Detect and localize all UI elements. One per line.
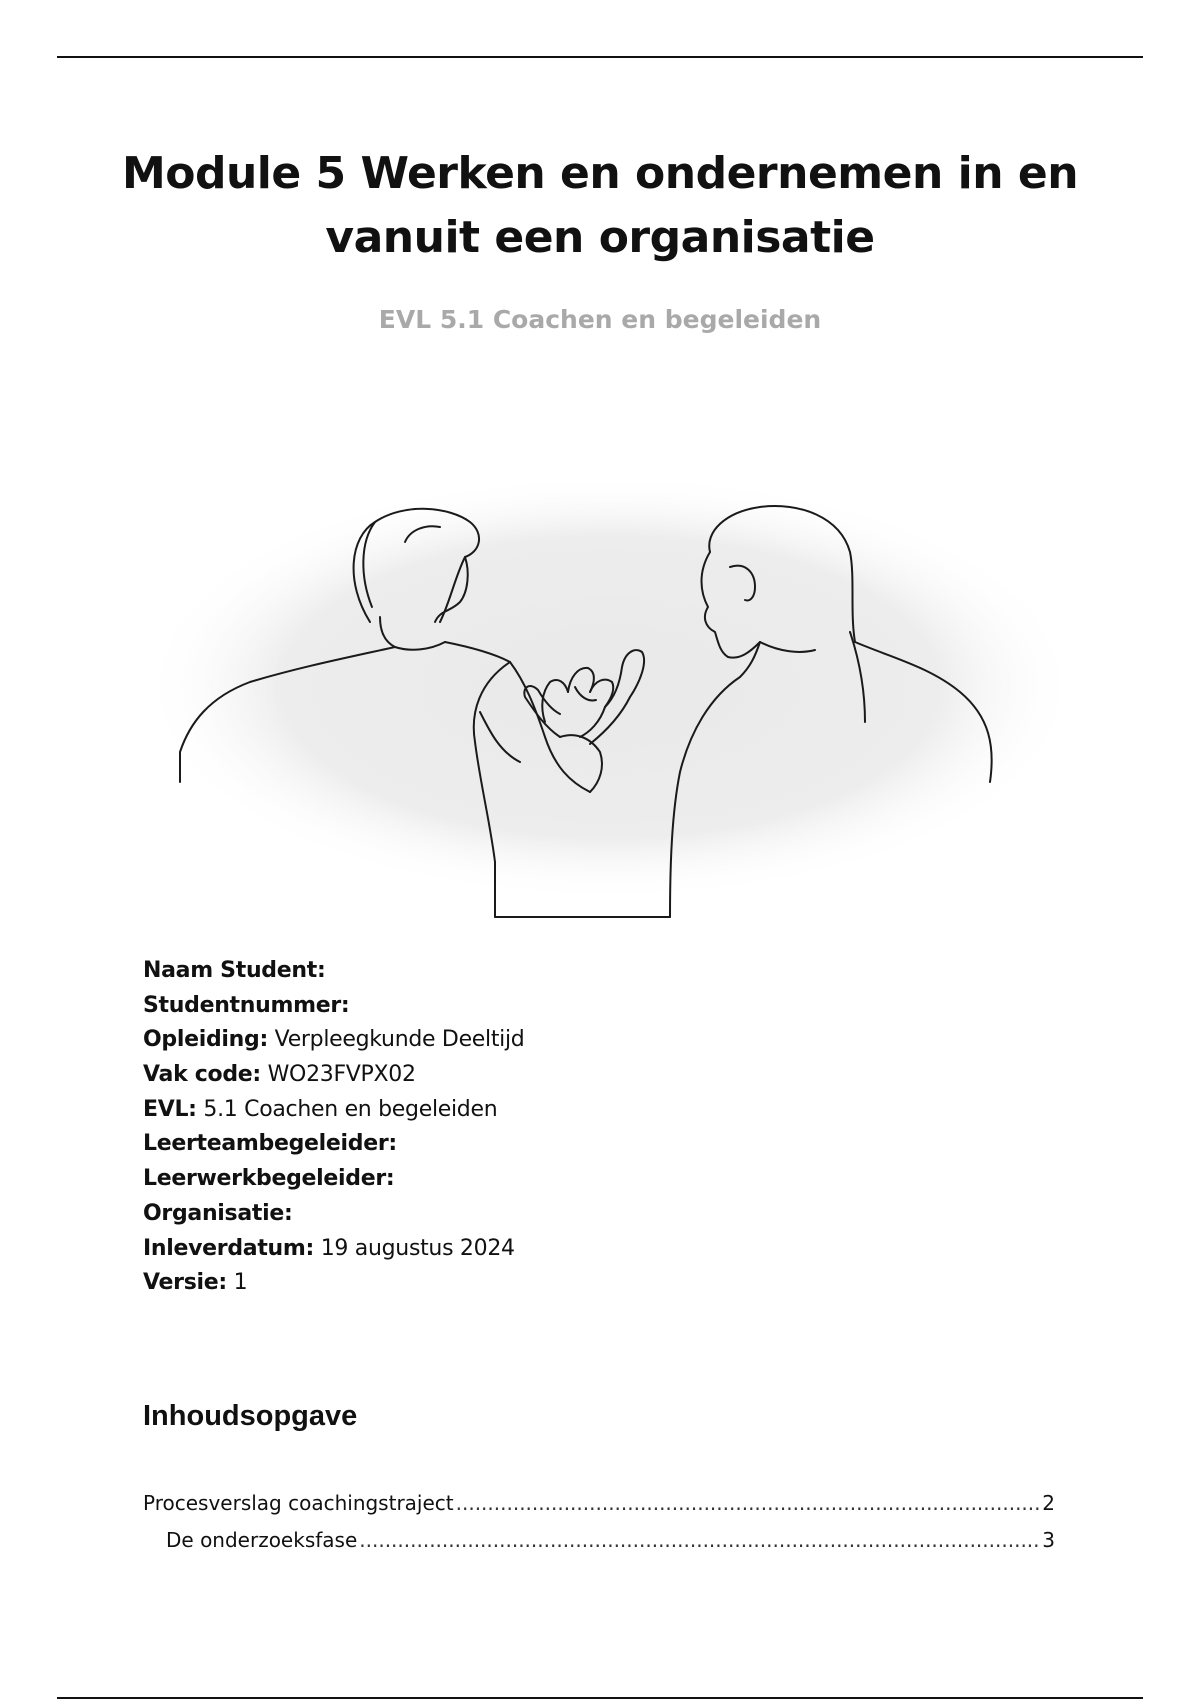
info-label: Versie: xyxy=(143,1270,227,1296)
toc-entry-procesverslag[interactable] xyxy=(143,1490,1055,1516)
info-row-evl xyxy=(143,1093,943,1128)
info-label: Inleverdatum: xyxy=(143,1235,315,1261)
toc-page-number: 2 xyxy=(1042,1491,1055,1515)
toc-leader-dots xyxy=(359,1527,1040,1553)
info-row-versie xyxy=(143,1266,943,1301)
info-row-vak-code xyxy=(143,1058,943,1093)
info-row-inleverdatum xyxy=(143,1232,943,1267)
toc-entry-text[interactable]: De onderzoeksfase xyxy=(166,1528,358,1552)
info-label: Studentnummer: xyxy=(143,992,350,1018)
toc-leader-dots xyxy=(456,1490,1041,1516)
info-label: Organisatie: xyxy=(143,1200,293,1226)
document-title: Module 5 Werken en ondernemen in en vanuit een organisatie xyxy=(121,148,1079,263)
toc-heading: Inhoudsopgave xyxy=(143,1400,358,1432)
info-label: Leerwerkbegeleider: xyxy=(143,1166,395,1192)
toc-entry-onderzoeksfase[interactable] xyxy=(143,1527,1055,1553)
info-value: 1 xyxy=(233,1270,248,1296)
header-rule xyxy=(57,56,1143,58)
info-row-naam-student xyxy=(143,954,943,989)
background-glow xyxy=(150,482,1070,902)
info-row-organisatie xyxy=(143,1197,943,1232)
info-label: EVL: xyxy=(143,1096,197,1122)
info-label: Naam Student: xyxy=(143,958,326,983)
info-value: 5.1 Coachen en begeleiden xyxy=(203,1096,498,1122)
info-label: Opleiding: xyxy=(143,1027,268,1053)
toc-page-number: 3 xyxy=(1042,1528,1055,1552)
info-value: WO23FVPX02 xyxy=(267,1062,416,1088)
info-row-opleiding xyxy=(143,1023,943,1058)
info-value: 19 augustus 2024 xyxy=(320,1235,515,1261)
toc-entry-text[interactable]: Procesverslag coachingstraject xyxy=(143,1491,454,1515)
info-row-leerwerkbegeleider xyxy=(143,1162,943,1197)
conversation-illustration xyxy=(150,482,1070,932)
info-label: Leerteambegeleider: xyxy=(143,1131,397,1157)
info-row-studentnummer xyxy=(143,989,943,1024)
document-subtitle: EVL 5.1 Coachen en begeleiden xyxy=(378,305,822,334)
info-value: Verpleegkunde Deeltijd xyxy=(274,1027,525,1053)
footer-rule xyxy=(57,1697,1143,1699)
info-label: Vak code: xyxy=(143,1062,261,1088)
info-row-leerteambegeleider xyxy=(143,1127,943,1162)
student-info-block xyxy=(143,954,943,1301)
